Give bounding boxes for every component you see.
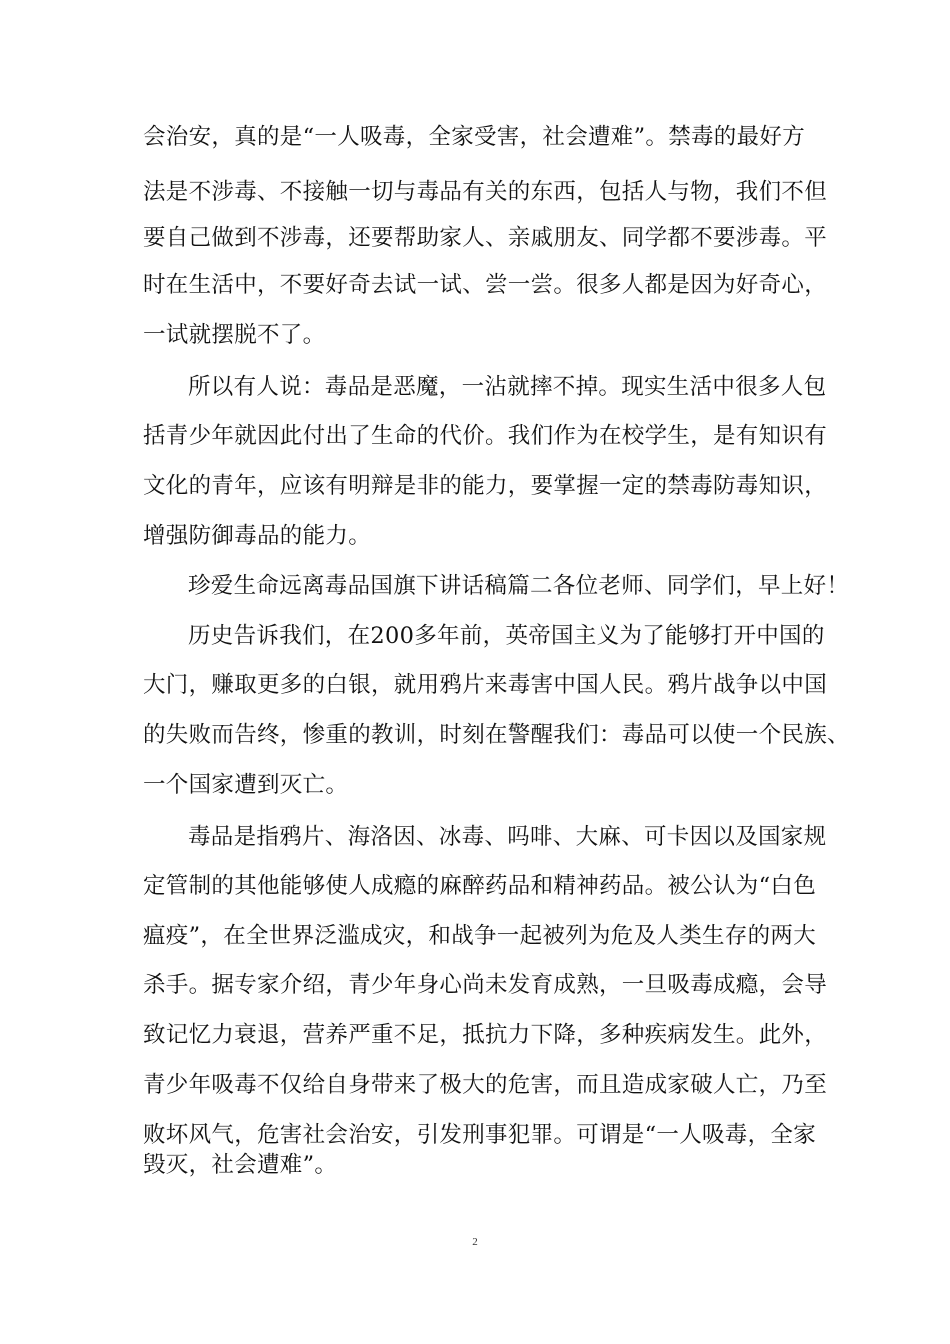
text-line: 珍爱生命远离毒品国旗下讲话稿篇二各位老师、同学们，早上好！: [188, 573, 850, 599]
text-line: 要自己做到不涉毒，还要帮助家人、亲戚朋友、同学都不要涉毒。平: [143, 225, 828, 251]
text-line: 括青少年就因此付出了生命的代价。我们作为在校学生，是有知识有: [143, 423, 828, 449]
text-line: 时在生活中，不要好奇去试一试、尝一尝。很多人都是因为好奇心，: [143, 272, 828, 298]
text-line: 杀手。据专家介绍，青少年身心尚未发育成熟，一旦吸毒成瘾，会导: [143, 972, 828, 998]
text-line: 毁灭，社会遭难”。: [143, 1152, 338, 1178]
text-line: 增强防御毒品的能力。: [143, 523, 372, 549]
text-line: 败坏风气，危害社会治安，引发刑事犯罪。可谓是“一人吸毒，全家: [143, 1122, 817, 1148]
text-line: 会治安，真的是“一人吸毒，全家受害，社会遭难”。禁毒的最好方: [143, 124, 806, 150]
text-line: 毒品是指鸦片、海洛因、冰毒、吗啡、大麻、可卡因以及国家规: [188, 824, 827, 850]
text-line: 瘟疫”，在全世界泛滥成灾，和战争一起被列为危及人类生存的两大: [143, 923, 817, 949]
text-line: 文化的青年，应该有明辩是非的能力，要掌握一定的禁毒防毒知识，: [143, 473, 828, 499]
text-line: 一试就摆脱不了。: [143, 322, 326, 348]
text-line: 大门，赚取更多的白银，就用鸦片来毒害中国人民。鸦片战争以中国: [143, 672, 828, 698]
text-line: 一个国家遭到灭亡。: [143, 772, 349, 798]
text-line: 的失败而告终，惨重的教训，时刻在警醒我们：毒品可以使一个民族、: [143, 722, 850, 748]
text-line: 致记忆力衰退，营养严重不足，抵抗力下降，多种疾病发生。此外，: [143, 1022, 828, 1048]
text-line: 青少年吸毒不仅给自身带来了极大的危害，而且造成家破人亡，乃至: [143, 1072, 828, 1098]
page-number: 2: [472, 1236, 478, 1248]
text-line: 历史告诉我们，在200多年前，英帝国主义为了能够打开中国的: [188, 623, 825, 649]
text-line: 定管制的其他能够使人成瘾的麻醉药品和精神药品。被公认为“白色: [143, 873, 817, 899]
text-line: 法是不涉毒、不接触一切与毒品有关的东西，包括人与物，我们不但: [143, 179, 828, 205]
text-line: 所以有人说：毒品是恶魔，一沾就摔不掉。现实生活中很多人包: [188, 374, 827, 400]
